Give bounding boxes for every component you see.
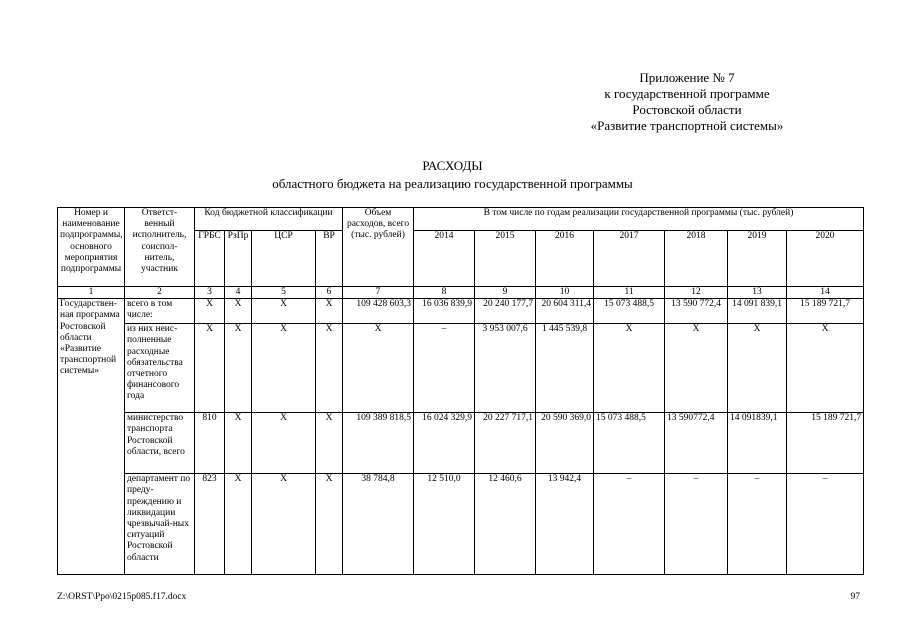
row-grbs: 823	[195, 474, 225, 575]
row-csr: Х	[252, 299, 316, 324]
row-csr: Х	[252, 324, 316, 413]
row-year-2019: –	[728, 474, 787, 575]
table-row	[58, 324, 864, 413]
row-vr: Х	[316, 324, 343, 413]
col-number: 10	[536, 287, 594, 299]
row-year-2015: 3 953 007,6	[475, 324, 536, 413]
row-grbs: Х	[195, 324, 225, 413]
expenses-table	[57, 207, 864, 575]
program-name: Государствен-ная программа Ростовской области «Развитие транспортной системы»	[58, 299, 125, 575]
header-grbs: ГРБС	[195, 231, 225, 287]
appendix-line-2: к государственной программе	[604, 86, 770, 101]
row-year-2014: 16 024 329,9	[414, 413, 475, 474]
col-number: 6	[316, 287, 343, 299]
row-year-2019: 14 091839,1	[728, 413, 787, 474]
header-year-2020: 2020	[787, 231, 864, 287]
row-year-2019: Х	[728, 324, 787, 413]
col-number: 1	[58, 287, 125, 299]
row-rzpr: Х	[225, 413, 252, 474]
row-year-2016: 1 445 539,8	[536, 324, 594, 413]
appendix-header	[537, 70, 837, 134]
col-number: 14	[787, 287, 864, 299]
header-executor: Ответст-венный исполнитель, соиспол-нитель, участник	[125, 208, 195, 287]
row-year-2015: 20 227 717,1	[475, 413, 536, 474]
row-year-2018: –	[665, 474, 728, 575]
row-csr: Х	[252, 413, 316, 474]
row-year-2017: 15 073 488,5	[594, 299, 665, 324]
header-vr: ВР	[316, 231, 343, 287]
row-year-2019: 14 091 839,1	[728, 299, 787, 324]
col-number: 8	[414, 287, 475, 299]
header-year-2014: 2014	[414, 231, 475, 287]
row-year-2014: 16 036 839,9	[414, 299, 475, 324]
table-row	[58, 299, 864, 324]
column-number-row	[58, 287, 864, 299]
row-vr: Х	[316, 474, 343, 575]
header-volume: Объем расходов, всего (тыс. рублей)	[343, 208, 414, 287]
header-csr: ЦСР	[252, 231, 316, 287]
header-year-2018: 2018	[665, 231, 728, 287]
row-rzpr: Х	[225, 474, 252, 575]
row-grbs: Х	[195, 299, 225, 324]
header-year-2015: 2015	[475, 231, 536, 287]
document-subtitle: областного бюджета на реализацию государственной программы	[272, 176, 633, 191]
header-year-2019: 2019	[728, 231, 787, 287]
col-number: 9	[475, 287, 536, 299]
row-year-2014: –	[414, 324, 475, 413]
row-year-2018: Х	[665, 324, 728, 413]
header-rzpr: РзПр	[225, 231, 252, 287]
row-executor: департамент по преду-преждению и ликвидации чрезвычай-ных ситуаций Ростовской области	[125, 474, 195, 575]
header-by-years: В том числе по годам реализации государственной программы (тыс. рублей)	[414, 208, 864, 231]
row-vr: Х	[316, 413, 343, 474]
col-number: 5	[252, 287, 316, 299]
row-year-2017: 15 073 488,5	[594, 413, 665, 474]
appendix-line-4: «Развитие транспортной системы»	[590, 118, 784, 133]
row-executor: из них неис-полненные расходные обязательства отчетного финансового года	[125, 324, 195, 413]
table-row	[58, 413, 864, 474]
row-year-2017: Х	[594, 324, 665, 413]
row-executor: всего в том числе:	[125, 299, 195, 324]
table-header	[58, 208, 864, 299]
col-number: 3	[195, 287, 225, 299]
appendix-line-1: Приложение № 7	[639, 70, 735, 85]
row-year-2016: 20 590 369,0	[536, 413, 594, 474]
row-rzpr: Х	[225, 299, 252, 324]
row-year-2016: 13 942,4	[536, 474, 594, 575]
row-vr: Х	[316, 299, 343, 324]
document-title: РАСХОДЫ	[422, 158, 483, 173]
row-year-2018: 13 590772,4	[665, 413, 728, 474]
row-total: 38 784,8	[343, 474, 414, 575]
col-number: 12	[665, 287, 728, 299]
appendix-line-3: Ростовской области	[632, 102, 742, 117]
row-year-2016: 20 604 311,4	[536, 299, 594, 324]
row-total: 109 389 818,5	[343, 413, 414, 474]
file-path: Z:\ORST\Ppo\0215p085.f17.docx	[57, 592, 187, 602]
row-executor: министерство транспорта Ростовской области, всего	[125, 413, 195, 474]
table-row	[58, 474, 864, 575]
row-year-2015: 12 460,6	[475, 474, 536, 575]
row-year-2014: 12 510,0	[414, 474, 475, 575]
row-year-2020: 15 189 721,7	[787, 413, 864, 474]
header-budget-code: Код бюджетной классификации	[195, 208, 343, 231]
col-number: 4	[225, 287, 252, 299]
row-year-2020: –	[787, 474, 864, 575]
col-number: 11	[594, 287, 665, 299]
row-year-2020: 15 189 721,7	[787, 299, 864, 324]
row-year-2015: 20 240 177,7	[475, 299, 536, 324]
page-number: 97	[850, 592, 860, 602]
header-name: Номер и наименование подпрограммы, основного мероприятия подпрограммы	[58, 208, 125, 287]
row-grbs: 810	[195, 413, 225, 474]
header-year-2017: 2017	[594, 231, 665, 287]
row-year-2020: Х	[787, 324, 864, 413]
row-year-2017: –	[594, 474, 665, 575]
col-number: 7	[343, 287, 414, 299]
row-total: 109 428 603,3	[343, 299, 414, 324]
col-number: 2	[125, 287, 195, 299]
row-csr: Х	[252, 474, 316, 575]
row-year-2018: 13 590 772,4	[665, 299, 728, 324]
row-total: Х	[343, 324, 414, 413]
col-number: 13	[728, 287, 787, 299]
header-year-2016: 2016	[536, 231, 594, 287]
row-rzpr: Х	[225, 324, 252, 413]
